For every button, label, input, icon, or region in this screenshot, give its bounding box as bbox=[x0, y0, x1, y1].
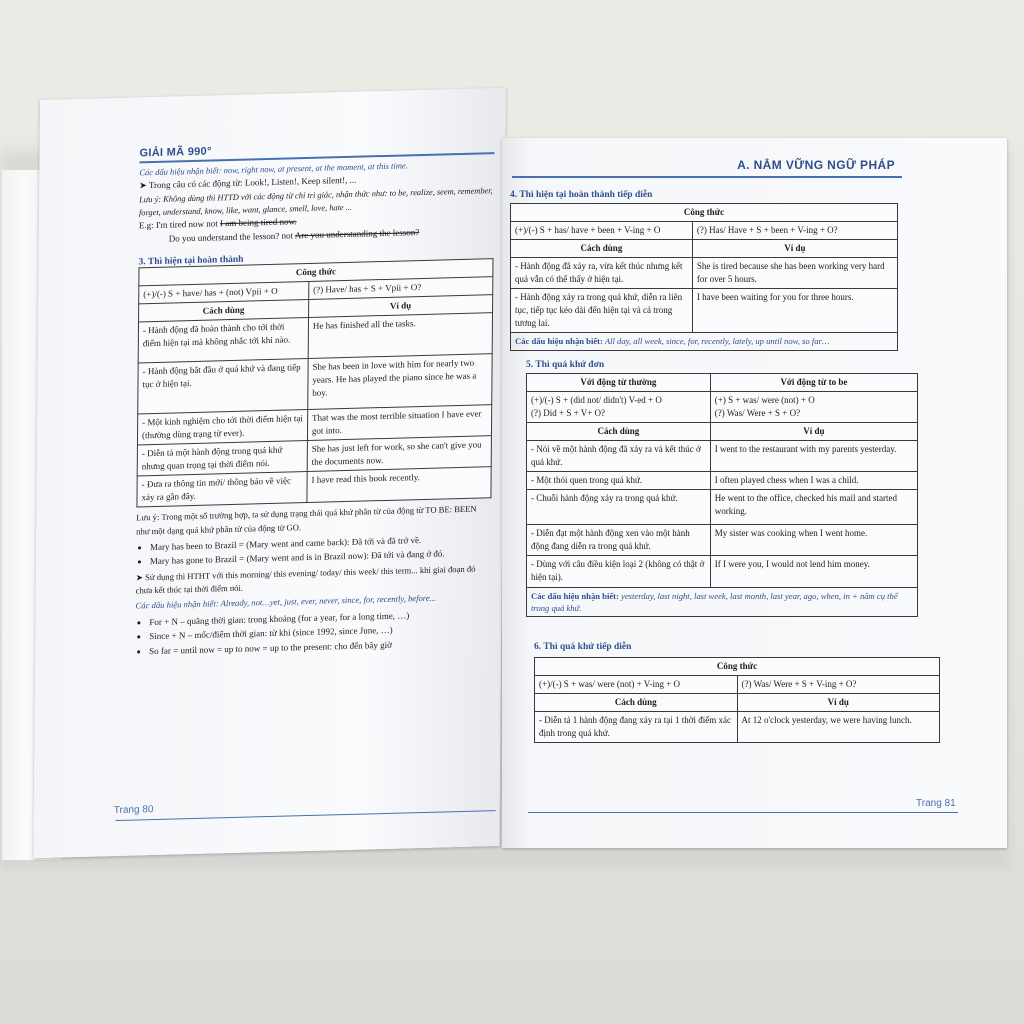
section-4-table bbox=[510, 203, 898, 333]
list-item: • Mary has gone to Brazil = (Mary went and is in Brazil now): Đã tới và đang ở đó. bbox=[150, 546, 491, 569]
usage-cell: - Hành động đã hoàn thành cho tới thời điểm hiện tại mà không nhắc tới khi nào. bbox=[138, 318, 308, 363]
usage-cell: - Dùng với câu điều kiện loại 2 (không có thật ở hiện tại). bbox=[527, 556, 711, 587]
list-item: • Mary has been to Brazil = (Mary went and came back): Đã tới và đã trở về. bbox=[150, 531, 491, 554]
usage-cell: - Nói về một hành động đã xảy ra và kết thúc ở quá khứ. bbox=[527, 441, 711, 472]
example-cell: She is tired because she has been working very hard for over 5 hours. bbox=[692, 258, 897, 289]
example-cell: That was the most terrible situation I have ever got into. bbox=[307, 405, 491, 441]
footer-rule bbox=[116, 810, 496, 821]
section-5 bbox=[526, 360, 918, 617]
signs-list bbox=[149, 606, 490, 658]
left-page-content bbox=[135, 138, 494, 660]
table-row bbox=[527, 525, 918, 556]
formula-line: (+) S + was/ were (not) + O bbox=[714, 395, 815, 406]
struck-example: I am being tired now. bbox=[219, 216, 297, 229]
to-be-header: Với động từ to be bbox=[710, 374, 917, 392]
example-cell: She has just left for work, so she can't give you the documents now. bbox=[307, 436, 491, 472]
left-page bbox=[33, 88, 506, 858]
section-3-table bbox=[136, 258, 493, 508]
example-cell: My sister was cooking when I went home. bbox=[710, 525, 917, 556]
footer-rule bbox=[528, 812, 958, 813]
table-row bbox=[527, 490, 918, 525]
example-cell: She has been in love with him for nearly two years. He has played the piano since he was a boy. bbox=[308, 354, 493, 410]
luu-y-note: Lưu ý: Không dùng thì HTTD với các động từ chỉ tri giác, nhận thức như: to be, realize, seem, remember, forget, understand, know, like, want, glance, smell, love, hate ... bbox=[138, 186, 493, 218]
signs-text: All day, all week, since, for, recently, lately, up until now, so far… bbox=[604, 336, 830, 347]
usage-cell: - Một thói quen trong quá khứ. bbox=[527, 472, 711, 490]
page-number-right: Trang 81 bbox=[916, 798, 956, 809]
example-cell: I have been waiting for you for three hours. bbox=[692, 289, 897, 333]
example-header: Ví dụ bbox=[710, 423, 917, 441]
example-cell: He went to the office, checked his mail and started working. bbox=[710, 490, 917, 525]
list-item: • For + N – quãng thời gian: trong khoảng (for a year, for a long time, …) bbox=[149, 606, 490, 629]
example-header: Ví dụ bbox=[308, 295, 492, 318]
formula-line: (+)/(-) S + (did not/ didn't) V-ed + O bbox=[531, 395, 662, 406]
usage-header: Cách dùng bbox=[535, 694, 738, 712]
signs-label: Các dấu hiệu nhận biết: bbox=[515, 336, 603, 347]
table-row bbox=[511, 289, 898, 333]
usage-cell: - Hành động xảy ra trong quá khứ, diễn ra liên tục, tiếp tục kéo dài đến hiện tại và cả trong tương lai. bbox=[511, 289, 693, 333]
section-5-title: 5. Thì quá khứ đơn bbox=[526, 360, 605, 370]
htht-note: ➤ Sử dụng thì HTHT với this morning/ this evening/ today/ this week/ this term... khi giai đoạn đó chưa kết thúc tại thời điểm nói. bbox=[135, 563, 476, 596]
book-header-title: GIẢI MÃ 990° bbox=[139, 145, 212, 160]
usage-cell: - Diễn đạt một hành động xen vào một hành động đang diễn ra trong quá khứ. bbox=[527, 525, 711, 556]
header-rule bbox=[512, 176, 902, 178]
section-5-table bbox=[526, 373, 918, 588]
list-item: • Since + N – mốc/điểm thời gian: từ khi (since 1992, since June, …) bbox=[149, 620, 490, 643]
usage-cell: - Diễn tả một hành động trong quá khứ nhưng quan trọng tại thời điểm nói. bbox=[137, 441, 307, 477]
example-header: Ví dụ bbox=[692, 240, 897, 258]
regular-verb-header: Với động từ thường bbox=[527, 374, 711, 392]
example-cell: I often played chess when I was a child. bbox=[710, 472, 917, 490]
formula-affirmative: (+)/(-) S + was/ were (not) + V-ing + O bbox=[535, 676, 738, 694]
section-4-signs bbox=[510, 333, 898, 350]
section-4 bbox=[510, 190, 898, 351]
formula-line: (?) Did + S + V+ O? bbox=[531, 408, 606, 419]
signs-text: yesterday, last night, last week, last month, last year, ago, when, in + năm cụ thể trong quá khứ. bbox=[531, 590, 898, 613]
section-3-title: 3. Thì hiện tại hoàn thành bbox=[138, 254, 244, 268]
usage-cell: - Diễn tả 1 hành động đang xảy ra tại 1 thời điểm xác định trong quá khứ. bbox=[535, 712, 738, 743]
section-4-title: 4. Thì hiện tại hoàn thành tiếp diễn bbox=[510, 190, 653, 200]
usage-cell: - Hành động bắt đầu ở quá khứ và đang tiếp tục ở hiện tại. bbox=[138, 359, 308, 414]
table-row bbox=[527, 556, 918, 587]
chapter-header: A. NẮM VỮNG NGỮ PHÁP bbox=[737, 158, 895, 172]
usage-cell: - Một kinh nghiệm cho tới thời điểm hiện tại (thường dùng trạng từ ever). bbox=[137, 410, 307, 446]
usage-cell: - Chuỗi hành động xảy ra trong quá khứ. bbox=[527, 490, 711, 525]
formula-regular bbox=[527, 392, 711, 423]
top-signs: Các dấu hiệu nhận biết: now, right now, at present, at the moment, at this time. bbox=[139, 160, 408, 178]
example-header: Ví dụ bbox=[737, 694, 940, 712]
table-row bbox=[527, 441, 918, 472]
section-6-title: 6. Thì quá khứ tiếp diễn bbox=[534, 642, 632, 652]
list-item: • So far = until now = up to now = up to the present: cho đến bây giờ bbox=[149, 635, 490, 658]
usage-header: Cách dùng bbox=[527, 423, 711, 441]
table-row bbox=[138, 354, 492, 414]
right-page-content bbox=[502, 138, 1007, 848]
formula-question: (?) Was/ Were + S + V-ing + O? bbox=[737, 676, 940, 694]
section-6 bbox=[534, 642, 940, 743]
table-row bbox=[511, 258, 898, 289]
right-page bbox=[502, 138, 1007, 848]
example-cell: I went to the restaurant with my parents yesterday. bbox=[710, 441, 917, 472]
formula-affirmative: (+)/(-) S + has/ have + been + V-ing + O bbox=[511, 222, 693, 240]
formula-affirmative: (+)/(-) S + have/ has + (not) Vpii + O bbox=[139, 282, 309, 305]
arrow-note: ➤ Trong câu có các động từ: Look!, Listen!, Keep silent!, ... bbox=[139, 174, 357, 191]
example-cell: At 12 o'clock yesterday, we were having lunch. bbox=[737, 712, 940, 743]
usage-header: Cách dùng bbox=[139, 300, 309, 323]
usage-header: Cách dùng bbox=[511, 240, 693, 258]
formula-header: Công thức bbox=[139, 259, 493, 286]
example-text: Do you understand the lesson? not bbox=[168, 230, 294, 244]
formula-question: (?) Has/ Have + S + been + V-ing + O? bbox=[692, 222, 897, 240]
example-cell: I have read this book recently. bbox=[307, 467, 491, 503]
signs-label: Các dấu hiệu nhận biết: bbox=[531, 590, 619, 601]
formula-question: (?) Have/ has + S + Vpii + O? bbox=[309, 277, 493, 300]
example-cell: He has finished all the tasks. bbox=[308, 313, 492, 359]
page-number-left: Trang 80 bbox=[113, 804, 154, 817]
example-cell: If I were you, I would not lend him money. bbox=[710, 556, 917, 587]
table-row bbox=[535, 712, 940, 743]
formula-header: Công thức bbox=[535, 658, 940, 676]
struck-example: Are you understanding the lesson? bbox=[294, 227, 420, 241]
formula-line: (?) Was/ Were + S + O? bbox=[714, 408, 801, 419]
example-text: E.g: I'm tired now not bbox=[138, 218, 218, 231]
section-5-signs bbox=[526, 588, 918, 618]
section-3-signs: Các dấu hiệu nhận biết: Already, not…yet, just, ever, never, since, for, recently, before... bbox=[135, 593, 437, 611]
usage-cell: - Đưa ra thông tin mới/ thông báo về việc xảy ra gần đây. bbox=[137, 472, 307, 508]
usage-cell: - Hành động đã xảy ra, vừa kết thúc nhưng kết quả vẫn có thể thấy ở hiện tại. bbox=[511, 258, 693, 289]
luu-y-been: Lưu ý: Trong một số trường hợp, ta sử dụng trạng thái quá khứ phân từ của động từ TO BE: BEEN như một dạng quá khứ phân từ của động từ GO. bbox=[136, 504, 477, 537]
formula-to-be bbox=[710, 392, 917, 423]
section-6-table bbox=[534, 657, 940, 743]
formula-header: Công thức bbox=[511, 204, 898, 222]
table-row bbox=[527, 472, 918, 490]
